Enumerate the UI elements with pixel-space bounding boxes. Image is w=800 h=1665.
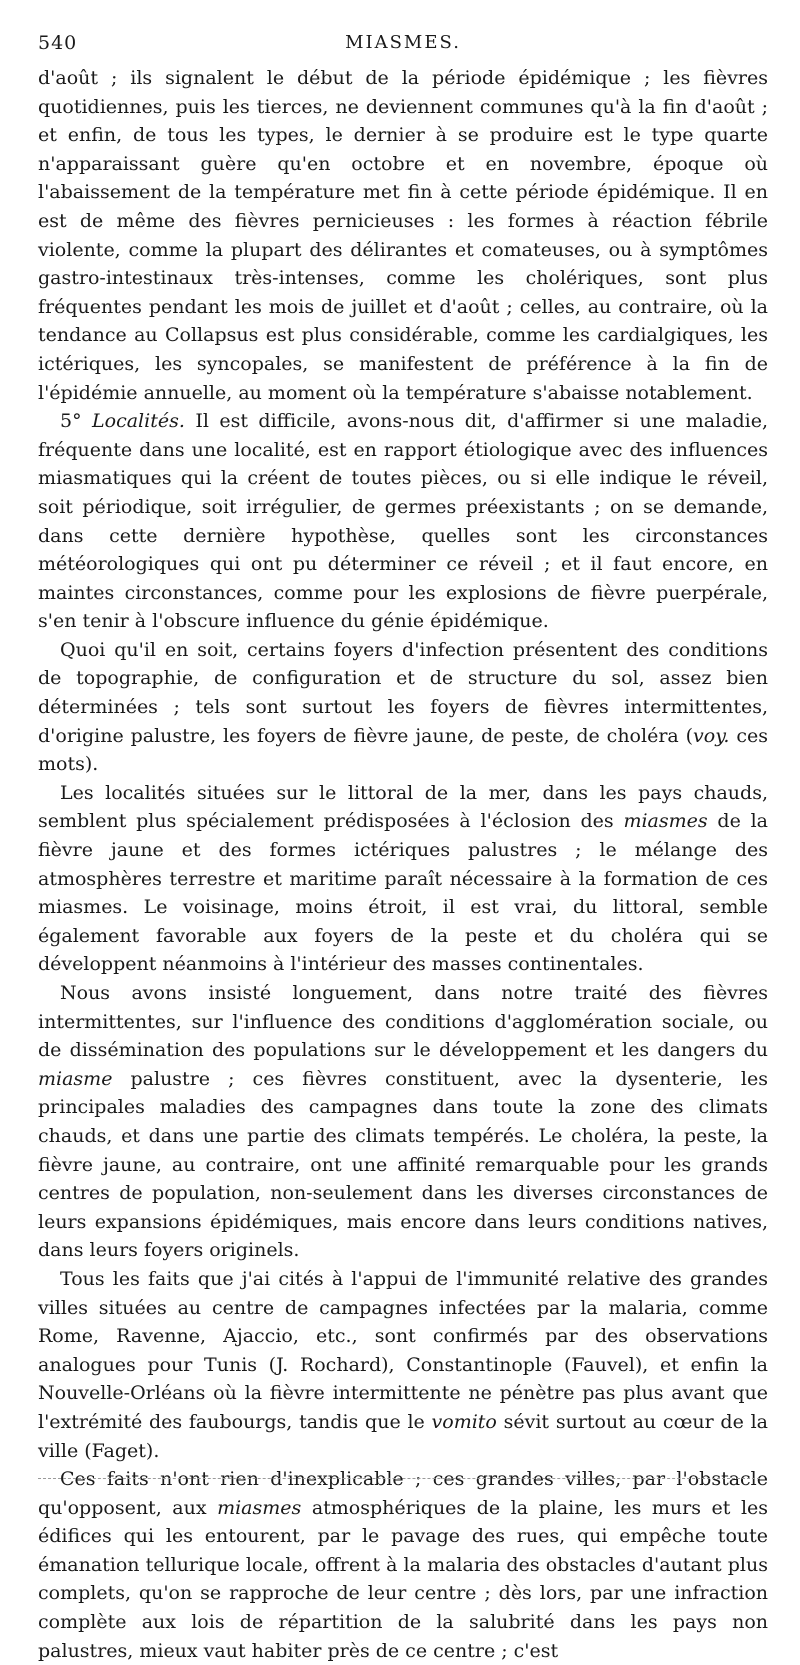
- text-segment: Nous avons insisté longuement, dans notre traité des fièvres intermittentes, sur l'influence des conditions d'agglomération sociale, ou de dissémination des populations sur le développement et les dangers du: [38, 982, 768, 1062]
- page-number: 540: [38, 32, 78, 54]
- text-segment: Les localités situées sur le littoral de la mer, dans les pays chauds, semblent plus spécialement prédisposées à l'éclosion des: [38, 781, 768, 833]
- paragraph: [38, 1265, 768, 1465]
- text-segment: sévit surtout au cœur de la ville (Faget).: [38, 1410, 768, 1462]
- text-segment: Ces faits n'ont rien d'inexplicable ; ces grandes villes, par l'obstacle qu'opposent, aux: [38, 1468, 768, 1519]
- text-segment: Tous les faits que j'ai cités à l'appui de l'immunité relative des grandes villes situées au centre de campagnes infectées par la malaria, comme Rome, Ravenne, Ajaccio, etc., sont confirmés par des observations analogues pour Tunis (J. Rochard), Constantinople (Fauvel), et enfin la Nouvelle-Orléans où la fièvre intermittente ne pénètre pas plus avant que l'extrémité des faubourgs, tandis que le: [38, 1267, 768, 1433]
- text-segment: de la fièvre jaune et des formes ictériques palustres ; le mélange des atmosphères terrestre et maritime paraît nécessaire à la formation de ces miasmes. Le voisinage, moins étroit, il est vrai, du littoral, semble également favorable aux foyers de la peste et du choléra qui se développent néanmoins à l'intérieur des masses continentales.: [38, 810, 768, 976]
- italic-term: voy.: [693, 724, 730, 747]
- italic-term: miasme: [38, 1067, 113, 1090]
- body-text: [38, 64, 768, 1665]
- book-page: [38, 28, 768, 1665]
- italic-term: Localités.: [92, 410, 185, 433]
- running-title: MIASMES.: [345, 32, 461, 53]
- paragraph: [38, 1465, 768, 1665]
- text-segment: d'août ; ils signalent le début de la période épidémique ; les fièvres quotidiennes, puis les tierces, ne deviennent communes qu'à la fin d'août ; et enfin, de tous les types, le dernier à se produire est le type quarte n'apparaissant guère qu'en octobre et en novembre, époque où l'abaissement de la température met fin à cette période épidémique. Il en est de même des fièvres pernicieuses : les formes à réaction fébrile violente, comme la plupart des délirantes et comateuses, ou à symptômes gastro-intestinaux très-intenses, comme les cholériques, sont plus fréquentes pendant les mois de juillet et d'août ; celles, au contraire, où la tendance au Collapsus est plus considérable, comme les cardialgiques, les ictériques, les syncopales, se manifestent de préférence à la fin de l'épidémie annuelle, au moment où la température s'abaisse notablement.: [38, 67, 768, 404]
- italic-term: miasmes: [217, 1496, 302, 1519]
- text-segment: Il est difficile, avons-nous dit, d'affirmer si une maladie, fréquente dans une localité, est en rapport étiologique avec des influences miasmatiques qui la créent de toutes pièces, ou si elle indique le réveil, soit périodique, soit irrégulier, de germes préexistants ; on se demande, dans cette dernière hypothèse, quelles sont les circonstances météorologiques qui ont pu déterminer ce réveil ; et il faut encore, en maintes circonstances, comme pour les explosions de fièvre puerpérale, s'en tenir à l'obscure influence du génie épidémique.: [38, 410, 768, 633]
- paragraph: [38, 979, 768, 1265]
- text-segment: atmosphériques de la plaine, les murs et les édifices qui les entourent, par le pavage des rues, qui empêche toute émanation tellurique locale, offrent à la malaria des obstacles d'autant plus complets, qu'on se rapproche de leur centre ; dès lors, par une infraction complète aux lois de répartition de la salubrité dans les pays non palustres, mieux vaut habiter près de ce centre ; c'est: [38, 1496, 769, 1662]
- paragraph: [38, 64, 768, 407]
- paragraph: [38, 636, 768, 779]
- paragraph: [38, 779, 768, 979]
- text-segment: palustre ; ces fièvres constituent, avec la dysenterie, les principales maladies des campagnes dans toute la zone des climats chauds, et dans une partie des climats tempérés. Le choléra, la peste, la fièvre jaune, au contraire, ont une affinité remarquable pour les grands centres de population, non-seulement dans les diverses circonstances de leurs expansions épidémiques, mais encore dans leurs conditions natives, dans leurs foyers originels.: [38, 1067, 768, 1262]
- text-segment: Quoi qu'il en soit, certains foyers d'infection présentent des conditions de topographie, de configuration et de structure du sol, assez bien déterminées ; tels sont surtout les foyers de fièvres intermittentes, d'origine palustre, les foyers de fièvre jaune, de peste, de choléra (: [38, 638, 768, 747]
- italic-term: vomito: [431, 1410, 497, 1433]
- footer-rule: [38, 1478, 760, 1479]
- page-header: [38, 28, 768, 58]
- text-segment: ces mots).: [38, 724, 768, 776]
- paragraph: [38, 407, 768, 636]
- text-segment: 5°: [60, 410, 93, 433]
- italic-term: miasmes: [623, 810, 708, 833]
